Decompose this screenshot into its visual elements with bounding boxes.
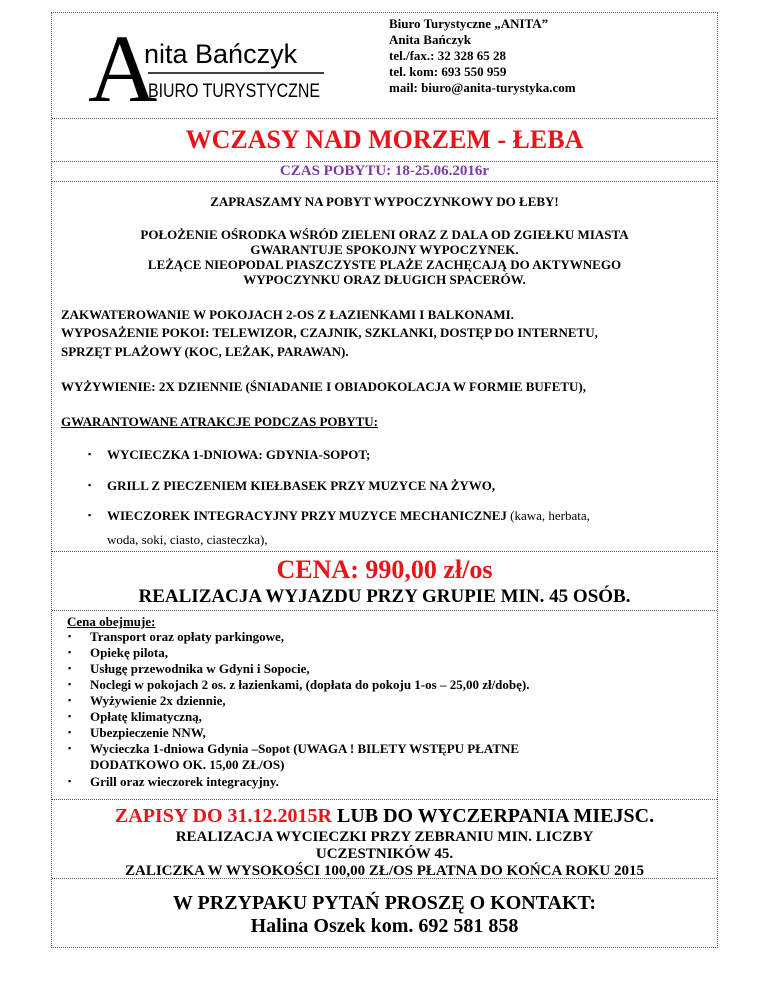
logo-subtitle: BIURO TURYSTYCZNE (148, 81, 320, 102)
attraction-3-label: WIECZOREK INTEGRACYJNY PRZY MUZYCE MECHANICZNEJ (107, 508, 507, 523)
bullet-icon: ▪ (68, 663, 72, 673)
logo-name: nita Bańczyk (144, 39, 298, 69)
header (52, 13, 717, 119)
stay-dates: CZAS POBYTU: 18-25.06.2016r (52, 162, 717, 182)
contact-mobile: tel. kom: 693 550 959 (389, 64, 507, 79)
includes-item: Transport oraz opłaty parkingowe, (90, 629, 285, 644)
enroll-deadline-date: ZAPISY DO 31.12.2015R (114, 805, 332, 827)
flyer-frame (51, 12, 718, 948)
bullet-icon: ▪ (68, 631, 72, 641)
attraction-3 (107, 508, 713, 523)
attraction-3-note-cont: woda, soki, ciasto, ciasteczka), (107, 532, 268, 547)
location-text-1: POŁOŻENIE OŚRODKA WŚRÓD ZIELENI ORAZ Z DALA OD ZGIEŁKU MIASTA (140, 227, 629, 242)
logo-initial: A (88, 15, 158, 119)
price-amount: CENA: 990,00 zł/os (276, 555, 493, 584)
group-minimum: REALIZACJA WYJAZDU PRZY GRUPIE MIN. 45 OSÓB. (138, 586, 631, 607)
attraction-2: GRILL Z PIECZENIEM KIEŁBASEK PRZY MUZYCE NA ŻYWO, (107, 478, 496, 493)
program-section (52, 182, 717, 552)
includes-item: Opiekę pilota, (90, 645, 169, 660)
location-text-3: LEŻĄCE NIEOPODAL PIASZCZYSTE PLAŻE ZACHĘCAJĄ DO AKTYWNEGO (147, 257, 622, 272)
includes-section (52, 611, 717, 800)
includes-item: Wyżywienie 2x dziennie, (90, 693, 226, 708)
includes-item: Usługę przewodnika w Gdyni i Sopocie, (90, 661, 310, 676)
includes-item: Opłatę klimatyczną, (90, 709, 202, 724)
bullet-icon: ▪ (68, 743, 72, 753)
invite-text: ZAPRASZAMY NA POBYT WYPOCZYNKOWY DO ŁEBY! (210, 194, 559, 209)
contact-person: Halina Oszek kom. 692 581 858 (250, 915, 519, 937)
enrollment-section (52, 800, 717, 879)
contact-email: mail: biuro@anita-turystyka.com (389, 80, 576, 95)
location-text-4: WYPOCZYNKU ORAZ DŁUGICH SPACERÓW. (243, 272, 526, 287)
contact-footer (52, 879, 717, 947)
bullet-icon: ▪ (88, 480, 92, 490)
enroll-minimum-1: REALIZACJA WYCIECZKI PRZY ZEBRANIU MIN. LICZBY (175, 829, 594, 845)
includes-item: Ubezpieczenie NNW, (90, 725, 206, 740)
attraction-3-note: (kawa, herbata, (506, 508, 590, 523)
rooms-text-1: ZAKWATEROWANIE W POKOJACH 2-OS Z ŁAZIENKAMI I BALKONAMI. (61, 307, 514, 322)
bullet-icon: ▪ (88, 449, 92, 459)
bullet-icon: ▪ (68, 695, 72, 705)
rooms-text-3: SPRZĘT PLAŻOWY (KOC, LEŻAK, PARAWAN). (61, 344, 349, 359)
contact-agency: Biuro Turystyczne „ANITA” (389, 16, 549, 31)
rooms-text-2: WYPOSAŻENIE POKOI: TELEWIZOR, CZAJNIK, SZKLANKI, DOSTĘP DO INTERNETU, (61, 325, 598, 340)
bullet-icon: ▪ (68, 647, 72, 657)
bullet-icon: ▪ (68, 679, 72, 689)
location-text-2: GWARANTUJE SPOKOJNY WYPOCZYNEK. (250, 242, 519, 257)
contact-block (389, 16, 576, 96)
attractions-heading: GWARANTOWANE ATRAKCJE PODCZAS POBYTU: (61, 414, 378, 429)
bullet-icon: ▪ (68, 711, 72, 721)
bullet-icon: ▪ (68, 776, 72, 786)
attraction-1: WYCIECZKA 1-DNIOWA: GDYNIA-SOPOT; (107, 447, 371, 462)
bullet-icon: ▪ (88, 510, 92, 520)
includes-item-cont: DODATKOWO OK. 15,00 ZŁ/OS) (90, 757, 285, 772)
page-title: WCZASY NAD MORZEM - ŁEBA (52, 119, 717, 162)
enroll-minimum-2: UCZESTNIKÓW 45. (315, 846, 454, 862)
contact-phone-fax: tel./fax.: 32 328 65 28 (389, 48, 506, 63)
enroll-deadline (52, 803, 717, 829)
agency-logo (52, 13, 382, 119)
bullet-icon: ▪ (68, 727, 72, 737)
includes-heading: Cena obejmuje: (67, 614, 156, 629)
enroll-deposit: ZALICZKA W WYSOKOŚCI 100,00 ZŁ/OS PŁATNA DO KOŃCA ROKU 2015 (125, 863, 644, 879)
includes-item: Grill oraz wieczorek integracyjny. (90, 774, 279, 789)
enroll-deadline-rest: LUB DO WYCZERPANIA MIEJSC. (331, 805, 655, 827)
price-section (52, 552, 717, 611)
meals-text: WYŻYWIENIE: 2X DZIENNIE (ŚNIADANIE I OBIADOKOLACJA W FORMIE BUFETU), (61, 379, 587, 394)
includes-item: Noclegi w pokojach 2 os. z łazienkami, (dopłata do pokoju 1-os – 25,00 zł/dobę). (90, 677, 530, 692)
contact-owner: Anita Bańczyk (389, 32, 471, 47)
includes-item: Wycieczka 1-dniowa Gdynia –Sopot (UWAGA ! BILETY WSTĘPU PŁATNE (90, 741, 520, 756)
contact-request: W PRZYPAKU PYTAŃ PROSZĘ O KONTAKT: (172, 892, 597, 914)
